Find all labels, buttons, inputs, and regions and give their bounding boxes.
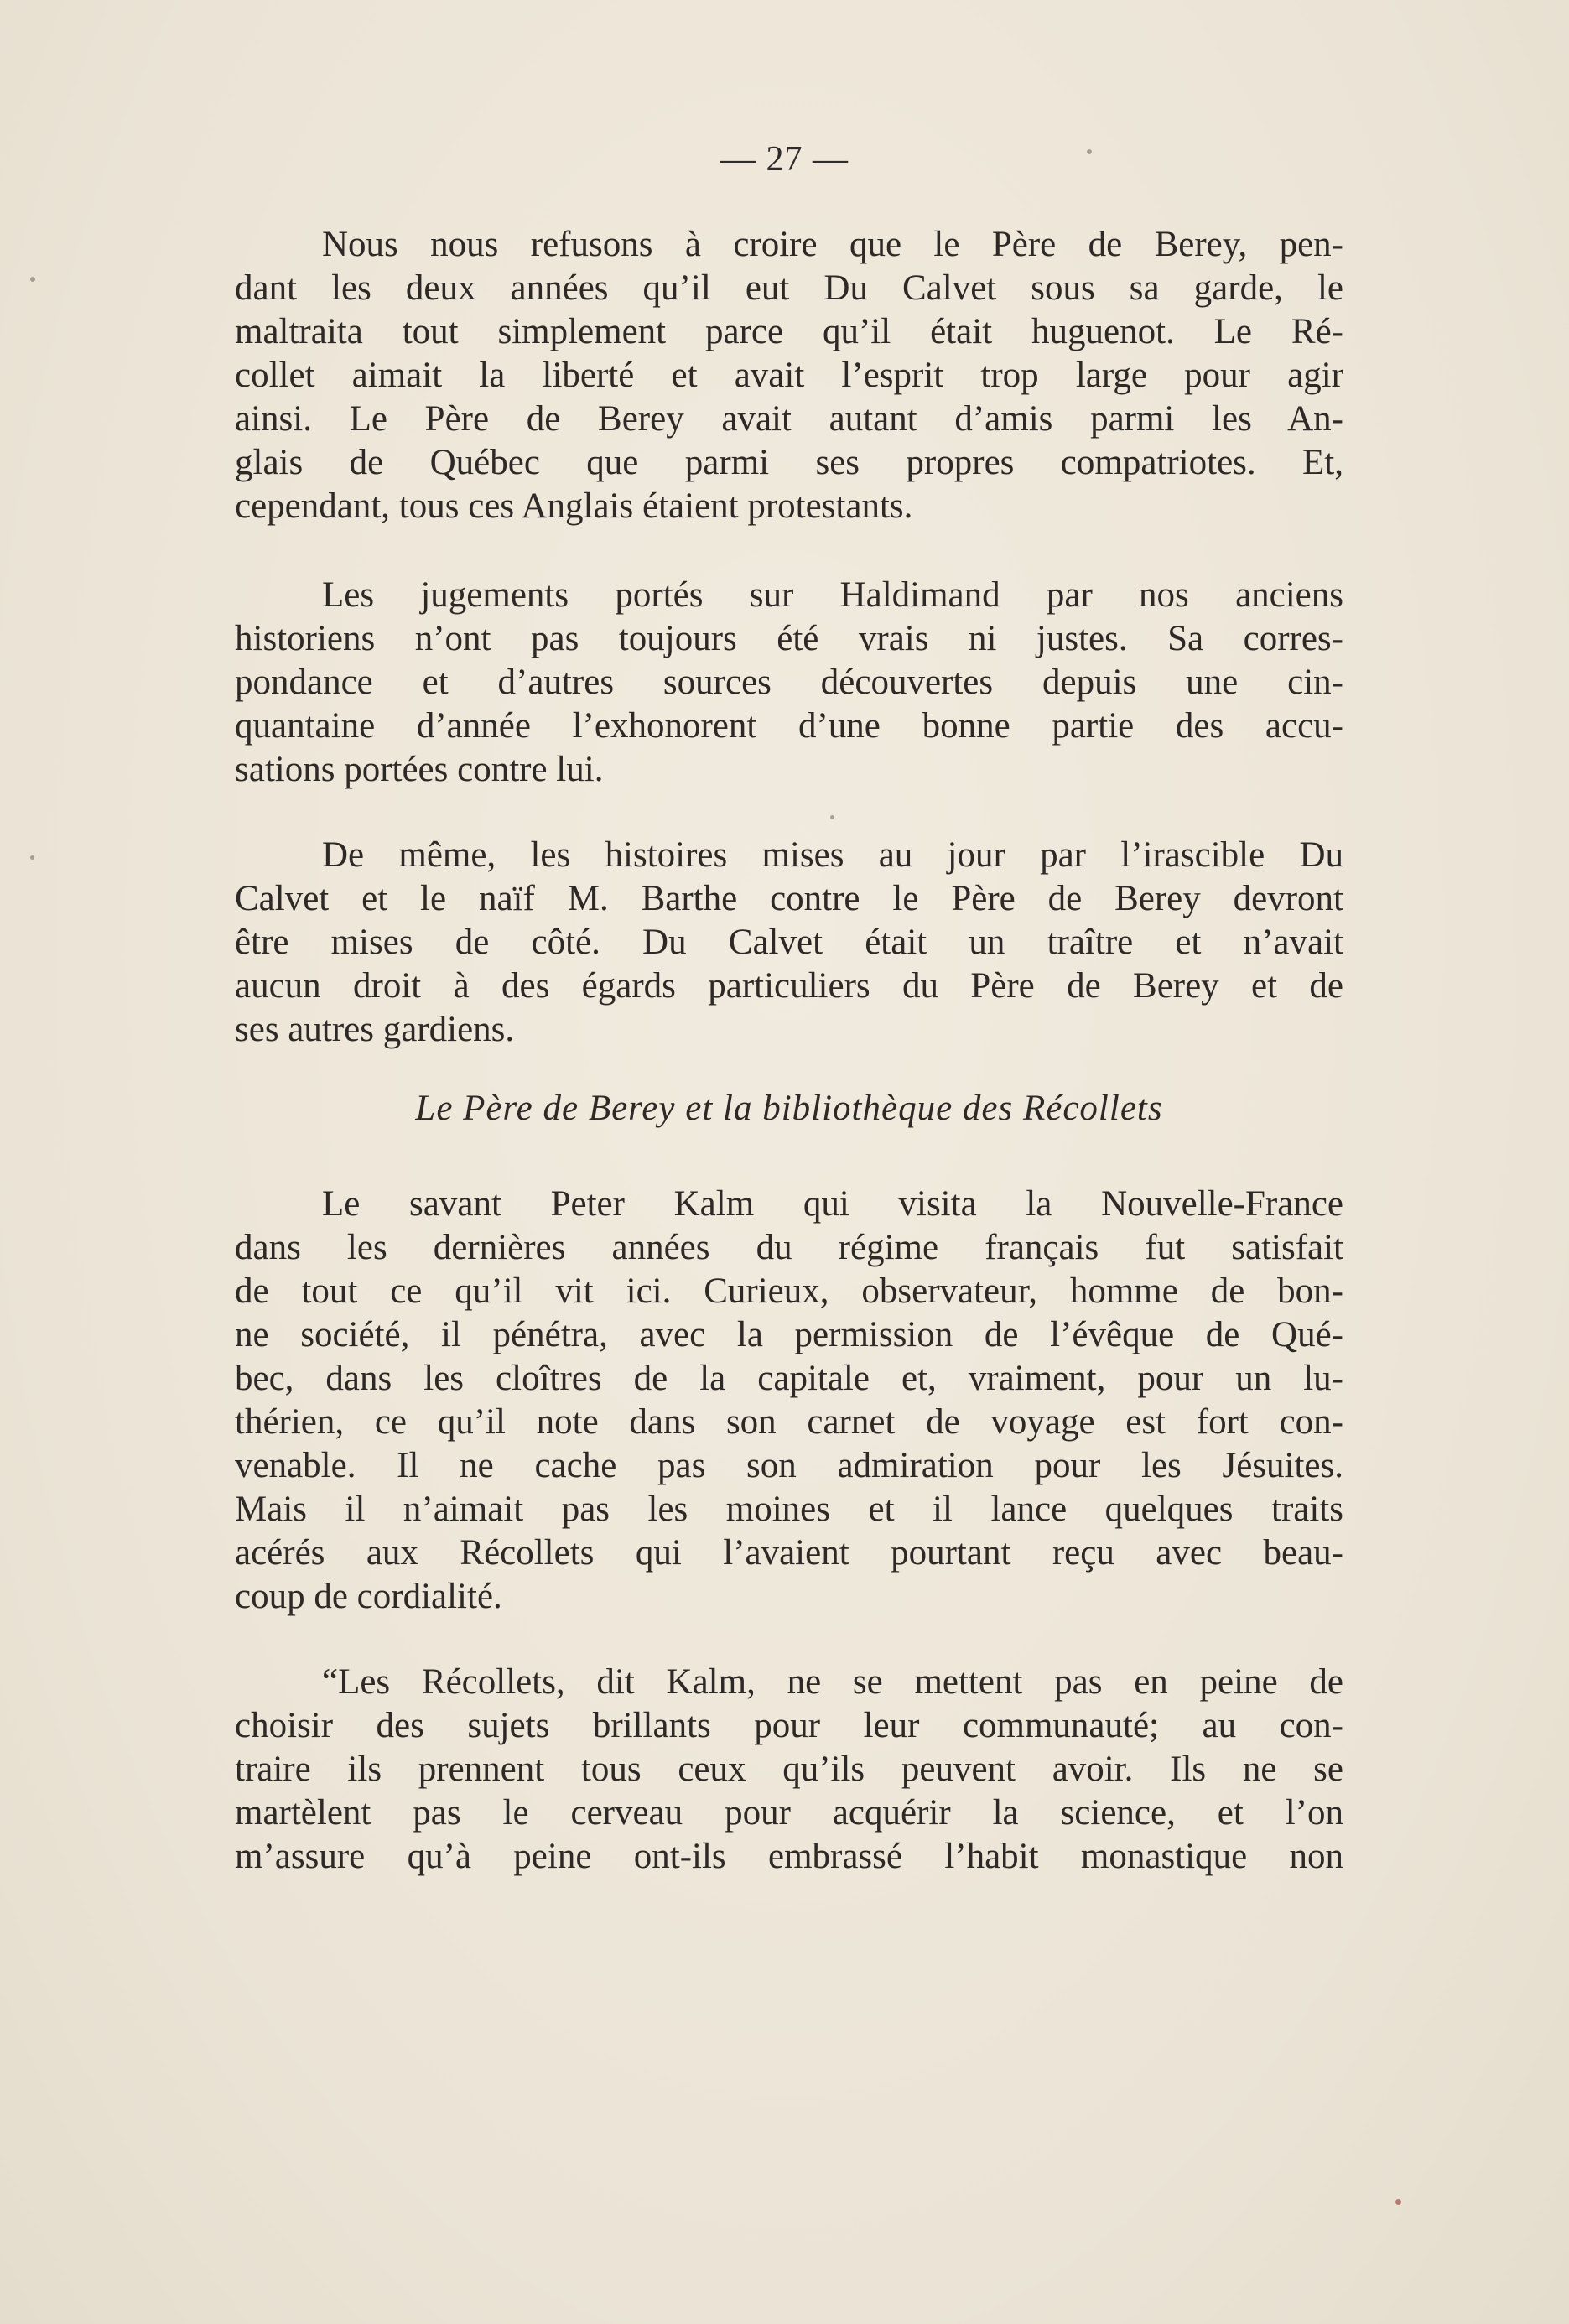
paragraph-4 (235, 1183, 1343, 1619)
paragraph-line: pondance et d’autres sources découvertes depuis une cin- (235, 663, 1343, 702)
paragraph-line: Mais il n’aimait pas les moines et il lance quelques traits (235, 1490, 1343, 1529)
paragraph-line: cependant, tous ces Anglais étaient protestants. (235, 486, 913, 526)
paper-speck (30, 855, 34, 860)
paragraph-1 (235, 223, 1343, 528)
paragraph-line: coup de cordialité. (235, 1577, 502, 1616)
paragraph-line: être mises de côté. Du Calvet était un traître et n’avait (235, 923, 1343, 962)
paragraph-line: Calvet et le naïf M. Barthe contre le Père de Berey devront (235, 879, 1343, 918)
paragraph-line: ne société, il pénétra, avec la permission de l’évêque de Qué- (235, 1315, 1343, 1354)
paragraph-line: de tout ce qu’il vit ici. Curieux, observateur, homme de bon- (235, 1271, 1343, 1311)
paragraph-line: maltraita tout simplement parce qu’il était huguenot. Le Ré- (235, 312, 1343, 351)
paragraph-line: ses autres gardiens. (235, 1010, 515, 1049)
paragraph-line: “Les Récollets, dit Kalm, ne se mettent pas en peine de (322, 1662, 1343, 1702)
paragraph-line: Les jugements portés sur Haldimand par nos anciens (322, 575, 1343, 615)
paragraph-line: ainsi. Le Père de Berey avait autant d’amis parmi les An- (235, 399, 1343, 439)
section-heading: Le Père de Berey et la bibliothèque des Récollets (415, 1089, 1163, 1128)
paragraph-line: martèlent pas le cerveau pour acquérir la science, et l’on (235, 1793, 1343, 1833)
paragraph-line: De même, les histoires mises au jour par l’irascible Du (322, 835, 1343, 875)
paper-speck (830, 815, 834, 819)
paper-speck (30, 277, 35, 282)
paragraph-line: choisir des sujets brillants pour leur communauté; au con- (235, 1706, 1343, 1745)
page-number: — 27 — (720, 140, 849, 179)
paragraph-line: thérien, ce qu’il note dans son carnet de voyage est fort con- (235, 1402, 1343, 1442)
paragraph-line: sations portées contre lui. (235, 750, 604, 789)
paragraph-line: traire ils prennent tous ceux qu’ils peuvent avoir. Ils ne se (235, 1749, 1343, 1789)
paragraph-line: historiens n’ont pas toujours été vrais ni justes. Sa corres- (235, 619, 1343, 658)
paragraph-line: venable. Il ne cache pas son admiration pour les Jésuites. (235, 1446, 1343, 1485)
paragraph-line: Nous nous refusons à croire que le Père de Berey, pen- (322, 225, 1343, 264)
paper-speck (1395, 2199, 1401, 2205)
paragraph-line: collet aimait la liberté et avait l’esprit trop large pour agir (235, 356, 1343, 395)
paragraph-3 (235, 834, 1343, 1052)
paragraph-line: acérés aux Récollets qui l’avaient pourtant reçu avec beau- (235, 1533, 1343, 1573)
paragraph-line: dans les dernières années du régime français fut satisfait (235, 1228, 1343, 1267)
paragraph-line: aucun droit à des égards particuliers du Père de Berey et de (235, 966, 1343, 1006)
paragraph-line: bec, dans les cloîtres de la capitale et, vraiment, pour un lu- (235, 1359, 1343, 1398)
paragraph-line: dant les deux années qu’il eut Du Calvet sous sa garde, le (235, 268, 1343, 308)
paper-speck (1087, 149, 1092, 154)
paragraph-line: m’assure qu’à peine ont-ils embrassé l’habit monastique non (235, 1837, 1343, 1876)
paragraph-2 (235, 574, 1343, 792)
paragraph-5 (235, 1661, 1343, 1879)
paragraph-line: Le savant Peter Kalm qui visita la Nouvelle-France (322, 1184, 1343, 1224)
paragraph-line: quantaine d’année l’exhonorent d’une bonne partie des accu- (235, 706, 1343, 746)
paragraph-line: glais de Québec que parmi ses propres compatriotes. Et, (235, 443, 1343, 482)
